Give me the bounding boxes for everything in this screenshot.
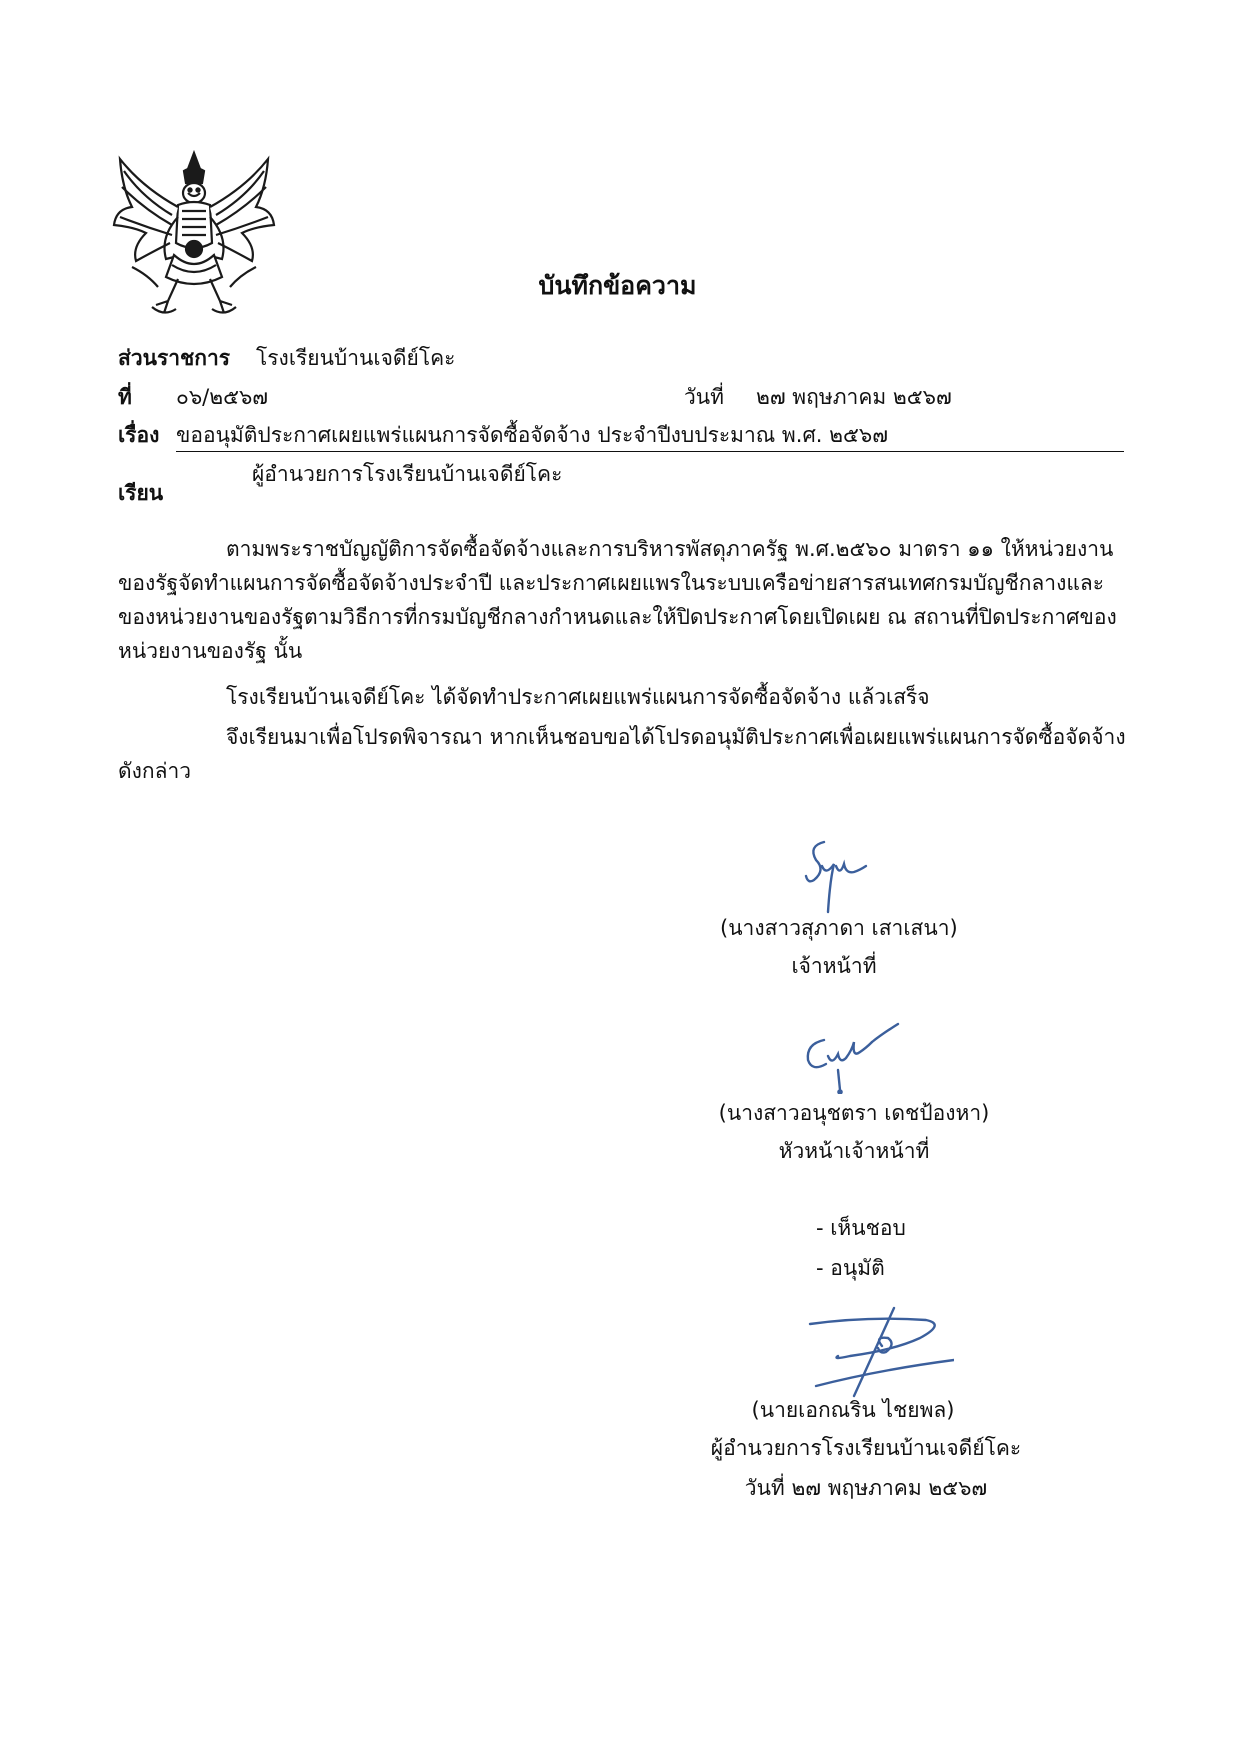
document-title bbox=[0, 266, 1241, 306]
body-paragraph-1: ตามพระราชบัญญัติการจัดซื้อจัดจ้างและการบริหารพัสดุภาครัฐ พ.ศ.๒๕๖๐ มาตรา ๑๑ ให้หน่วยงานของรัฐจัดทำแผนการจัดซื้อจัดจ้างประจำปี และประกาศเผยแพรในระบบเครือข่ายสารสนเทศกรมบัญชีกลางและของหน่วยงานของรัฐตามวิธีการที่กรมบัญชีกลางกำหนดและให้ปิดประกาศโดยเปิดเผย ณ สถานที่ปิดประกาศของหน่วยงานของรัฐ นั้น bbox=[118, 537, 1117, 663]
opinion-approve: - เห็นชอบ bbox=[816, 1216, 906, 1240]
date-value: ๒๗ พฤษภาคม ๒๕๖๗ bbox=[756, 385, 952, 409]
officer-name: (นางสาวสุภาดา เสาเสนา) bbox=[720, 916, 958, 940]
agency-label: ส่วนราชการ bbox=[118, 346, 231, 370]
subject-label: เรื่อง bbox=[118, 423, 160, 447]
date-label: วันที่ bbox=[684, 385, 724, 409]
head-officer-name: (นางสาวอนุชตรา เดชป้องหา) bbox=[718, 1101, 990, 1125]
director-signature bbox=[808, 1306, 954, 1398]
reference-number: ๐๖/๒๕๖๗ bbox=[176, 385, 269, 409]
addressee-label: เรียน bbox=[118, 481, 164, 505]
head-officer-position: หัวหน้าเจ้าหน้าที่ bbox=[778, 1139, 930, 1163]
director-position: ผู้อำนวยการโรงเรียนบ้านเจดีย์โคะ bbox=[710, 1436, 1022, 1460]
director-sign-date: วันที่ ๒๗ พฤษภาคม ๒๕๖๗ bbox=[744, 1476, 988, 1500]
body-paragraph-3: จึงเรียนมาเพื่อโปรดพิจารณา หากเห็นชอบขอได้โปรดอนุมัติประกาศเพื่อเผยแพร่แผนการจัดซื้อจัดจ้าง ดังกล่าว bbox=[118, 725, 1126, 783]
head-officer-signature bbox=[802, 1022, 902, 1094]
director-name: (นายเอกณริน ไชยพล) bbox=[751, 1398, 955, 1422]
subject-underline bbox=[176, 451, 1124, 452]
document-title-text: บันทึกข้อความ bbox=[538, 271, 697, 300]
reference-label: ที่ bbox=[118, 385, 132, 409]
agency-value: โรงเรียนบ้านเจดีย์โคะ bbox=[256, 346, 456, 370]
addressee-value: ผู้อำนวยการโรงเรียนบ้านเจดีย์โคะ bbox=[252, 462, 563, 486]
officer-position: เจ้าหน้าที่ bbox=[791, 954, 877, 978]
body-paragraph-2: โรงเรียนบ้านเจดีย์โคะ ได้จัดทำประกาศเผยแพร่แผนการจัดซื้อจัดจ้าง แล้วเสร็จ bbox=[226, 685, 930, 709]
subject-value: ขออนุมัติประกาศเผยแพร่แผนการจัดซื้อจัดจ้าง ประจำปีงบประมาณ พ.ศ. ๒๕๖๗ bbox=[176, 423, 888, 447]
opinion-authorize: - อนุมัติ bbox=[816, 1256, 885, 1280]
officer-signature bbox=[800, 836, 872, 914]
